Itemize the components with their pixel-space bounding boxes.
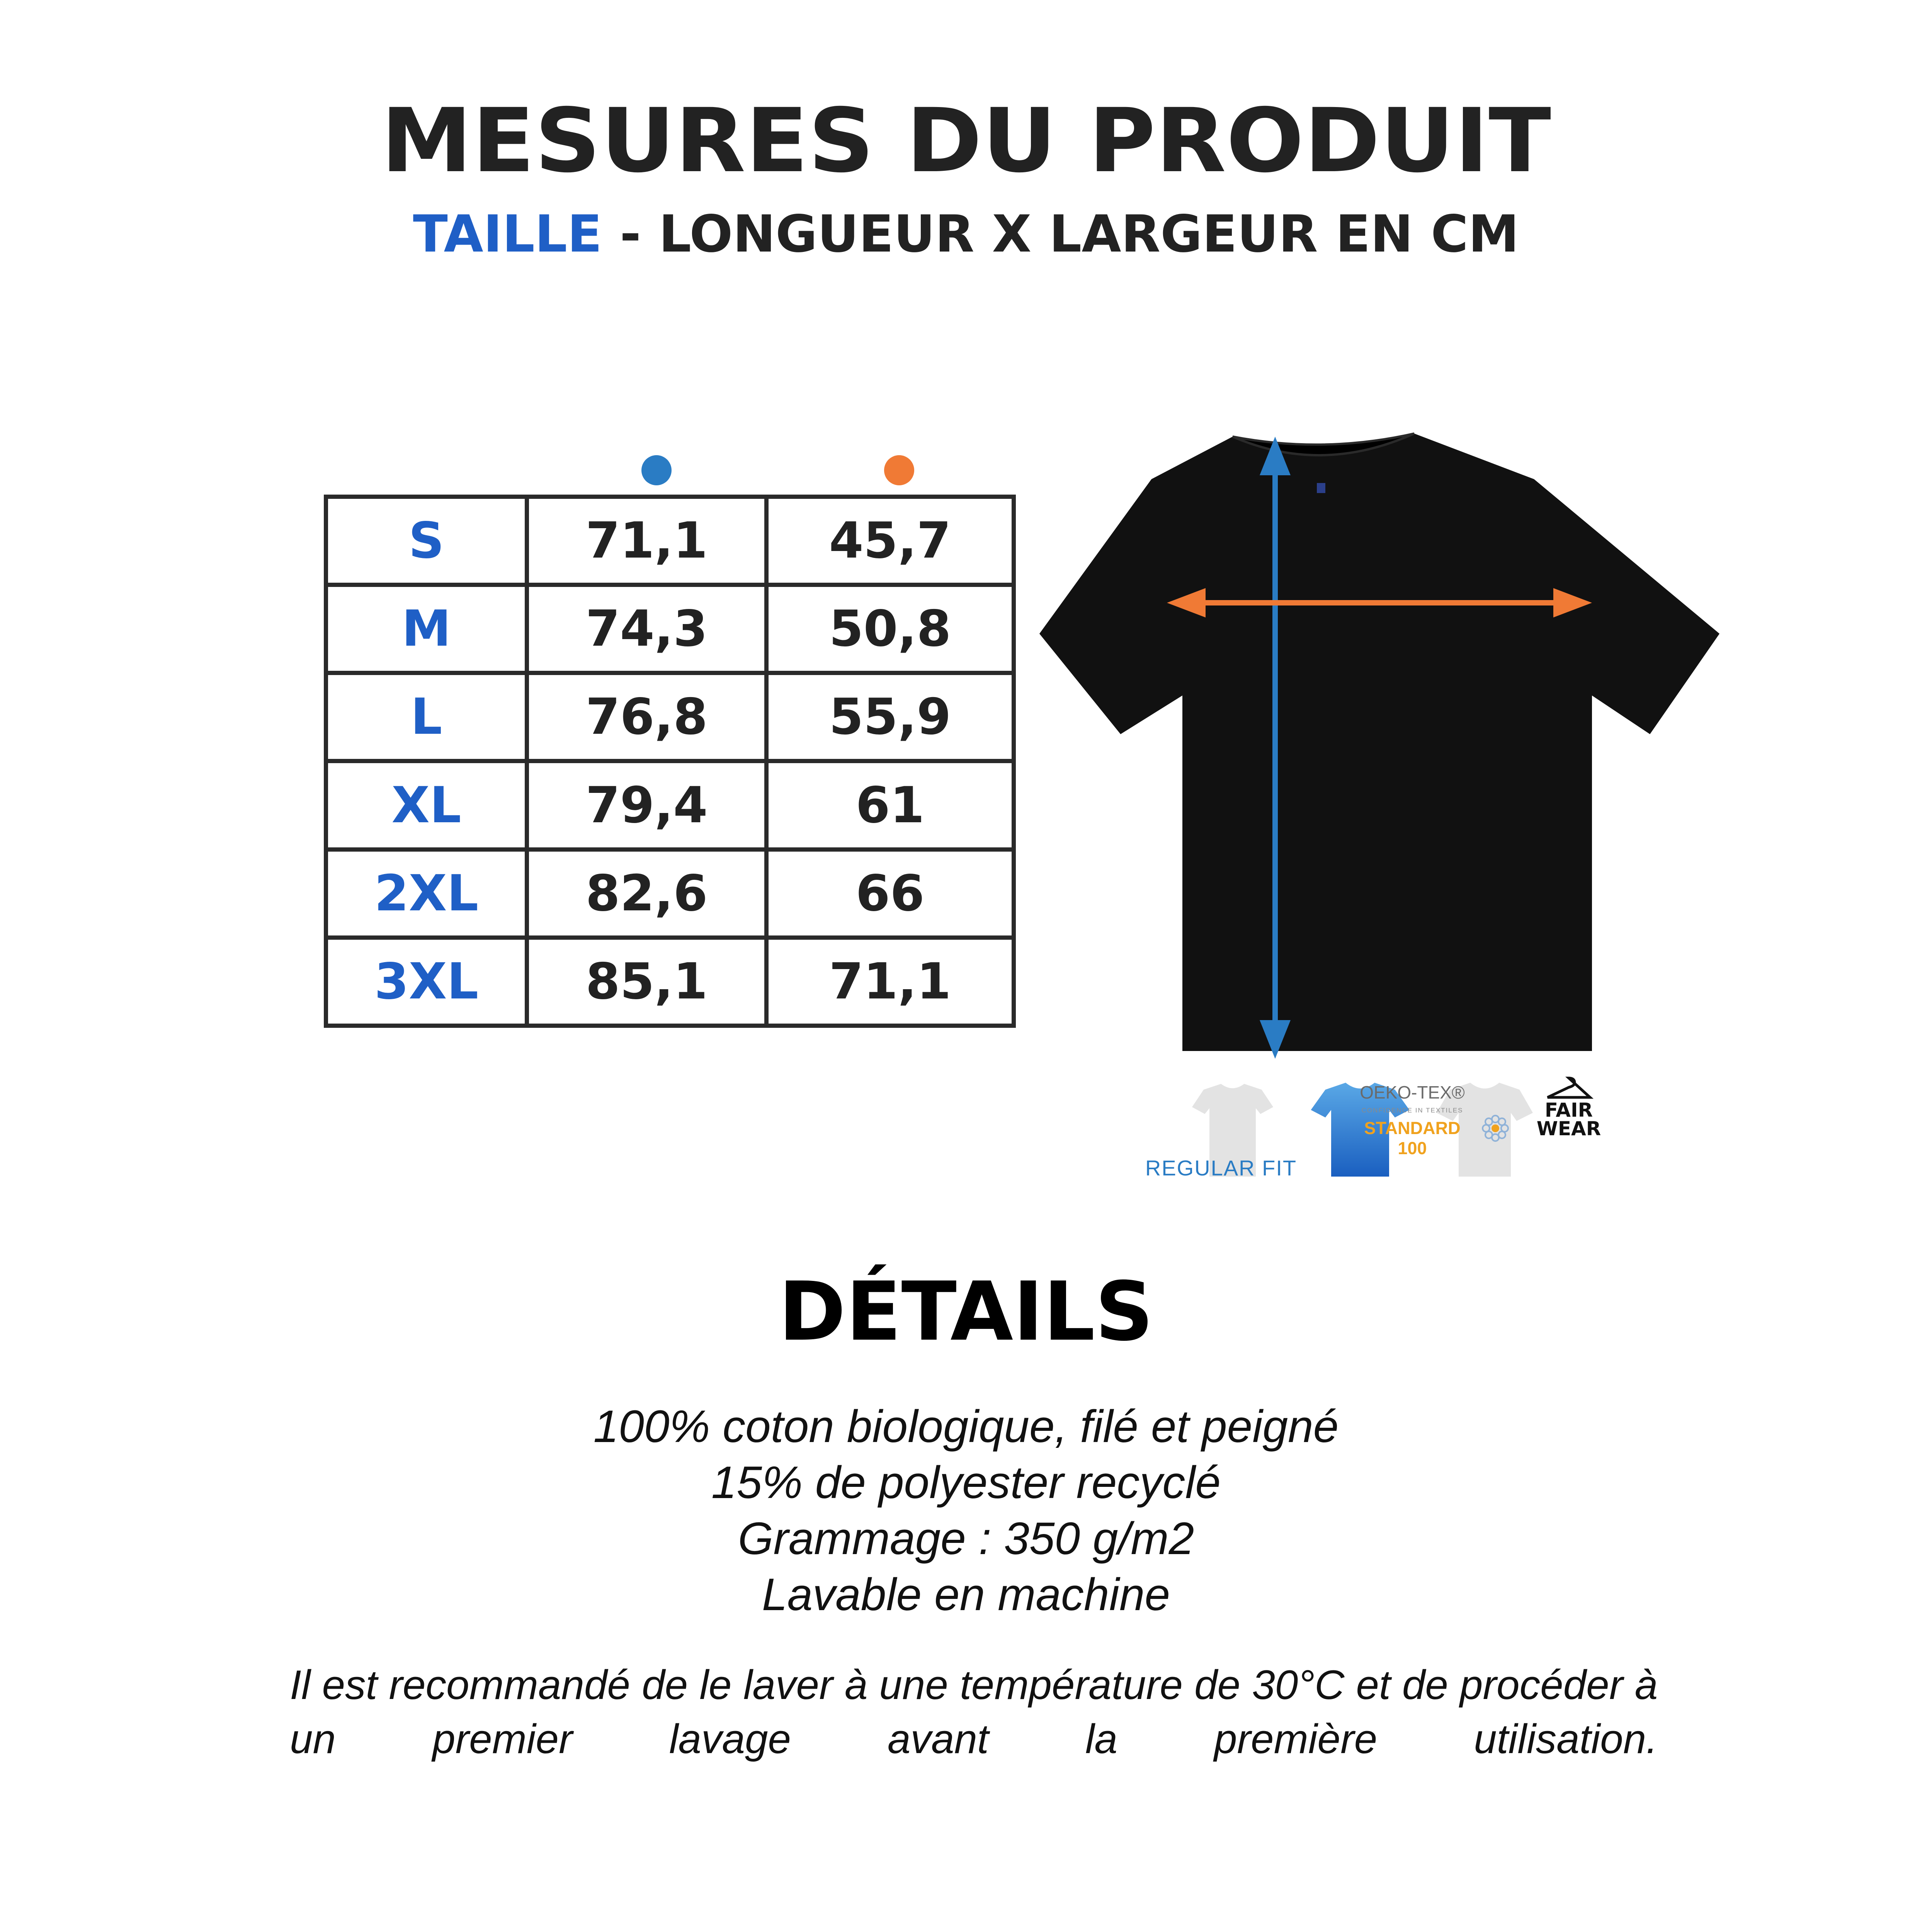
width-cell: 61 (767, 761, 1014, 849)
care-note: Il est recommandé de le laver à une température de 30°C et de procéder à un premier lavage avant la première utilisation. (290, 1662, 1658, 1762)
details-line: Grammage : 350 g/m2 (738, 1513, 1194, 1564)
width-cell: 55,9 (767, 673, 1014, 761)
size-cell: L (326, 673, 527, 761)
flower-icon (1480, 1113, 1511, 1144)
length-cell: 76,8 (527, 673, 767, 761)
size-cell: XL (326, 761, 527, 849)
length-cell: 85,1 (527, 937, 767, 1026)
width-marker-dot (884, 455, 914, 485)
width-cell: 50,8 (767, 585, 1014, 673)
length-cell: 71,1 (527, 497, 767, 585)
page-title: MESURES DU PRODUIT (381, 89, 1551, 192)
oeko-tex-tagline: CONFIDENCE IN TEXTILES (1361, 1107, 1463, 1114)
details-list (0, 1399, 1932, 1623)
fair-wear-logo (1536, 1074, 1602, 1151)
oeko-tex-name: OEKO-TEX® (1360, 1082, 1465, 1102)
size-cell: 2XL (326, 849, 527, 937)
subtitle-size-label: TAILLE (413, 204, 602, 264)
oeko-tex-standard: STANDARD 100 (1364, 1118, 1461, 1158)
length-cell: 74,3 (527, 585, 767, 673)
subtitle-dimensions-label: - LONGUEUR X LARGEUR EN CM (620, 204, 1519, 264)
hanger-icon (1544, 1074, 1594, 1101)
width-cell: 45,7 (767, 497, 1014, 585)
table-row (326, 761, 1014, 849)
table-row (326, 585, 1014, 673)
size-cell: 3XL (326, 937, 527, 1026)
table-row (326, 937, 1014, 1026)
size-cell: S (326, 497, 527, 585)
table-row (326, 673, 1014, 761)
length-cell: 79,4 (527, 761, 767, 849)
tshirt-neck-label (1317, 483, 1325, 493)
tshirt-body (1039, 434, 1719, 1051)
page-subtitle (0, 204, 1932, 264)
width-cell: 66 (767, 849, 1014, 937)
size-table (324, 495, 1016, 1028)
width-cell: 71,1 (767, 937, 1014, 1026)
table-row (326, 849, 1014, 937)
size-cell: M (326, 585, 527, 673)
oeko-tex-logo (1349, 1082, 1515, 1158)
fit-label: REGULAR FIT (1145, 1156, 1297, 1180)
details-line: 100% coton biologique, filé et peigné (593, 1401, 1339, 1452)
details-line: 15% de polyester recyclé (711, 1457, 1221, 1508)
details-line: Lavable en machine (762, 1569, 1170, 1620)
length-cell: 82,6 (527, 849, 767, 937)
details-title: DÉTAILS (778, 1264, 1154, 1359)
length-marker-dot (641, 455, 672, 485)
fair-wear-text: FAIR WEAR (1536, 1099, 1601, 1140)
tshirt-image (1028, 417, 1731, 1074)
table-row (326, 497, 1014, 585)
